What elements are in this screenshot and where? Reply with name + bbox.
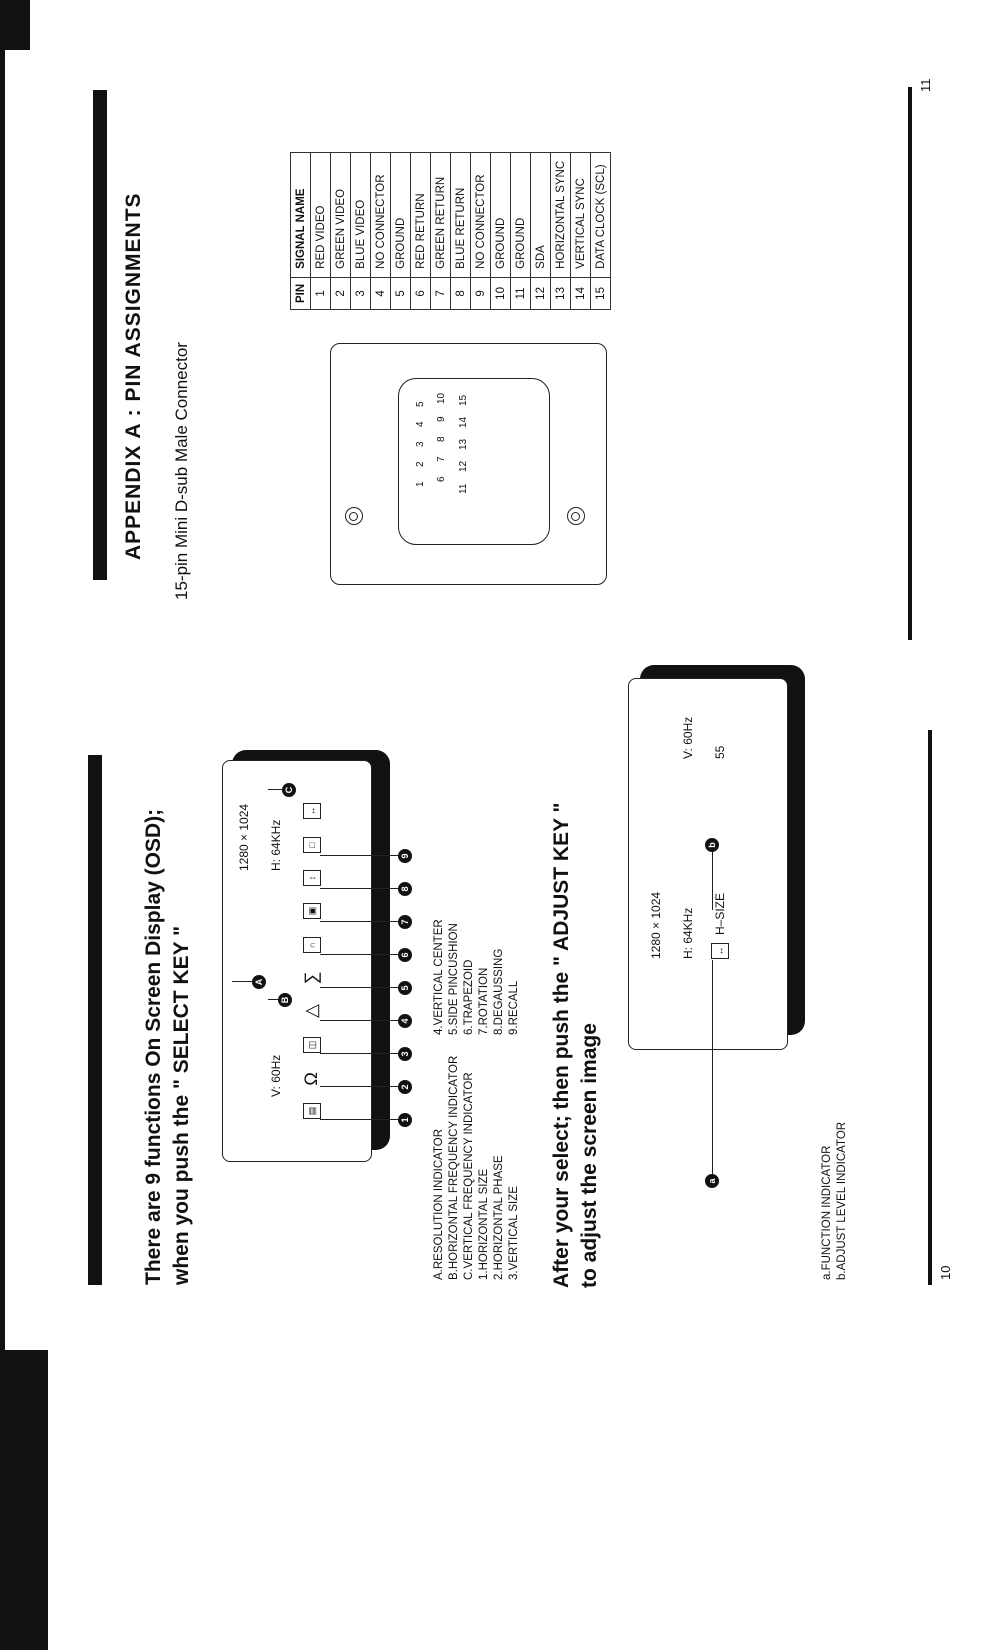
v-center-icon: ▣	[303, 903, 321, 919]
signal-name-cell: GROUND	[511, 152, 531, 277]
marker-8-pointer	[320, 888, 398, 889]
v-size-icon: ↕	[303, 870, 321, 886]
pincushion-icon: ∩	[303, 937, 321, 953]
marker-b-dot: B	[278, 993, 292, 1007]
legend-item: 8.DEGAUSSING	[493, 948, 505, 1035]
recall-menu-icon: ▤	[303, 1103, 321, 1119]
pin-label: 9	[436, 416, 447, 422]
table-row	[571, 152, 591, 309]
page-number-10: 10	[938, 1265, 953, 1280]
osd2-function: H–SIZE	[713, 892, 727, 935]
appendix-heading: APPENDIX A : PIN ASSIGNMENTS	[122, 192, 145, 560]
marker-1-pointer	[320, 1119, 398, 1120]
marker-c-dot: C	[282, 783, 296, 797]
pin-number-cell: 13	[551, 277, 571, 309]
pin-number-cell: 10	[491, 277, 511, 309]
table-header-row	[291, 152, 311, 309]
marker-9-pointer	[320, 855, 398, 856]
marker-3-dot: 3	[398, 1047, 412, 1061]
h-size-icon: ↔	[303, 803, 321, 819]
osd1-resolution: 1280 × 1024	[237, 803, 251, 871]
scan-edge-block	[0, 1350, 48, 1650]
table-row	[471, 152, 491, 309]
marker-b-small-dot: b	[705, 838, 719, 852]
legend-item: 6.TRAPEZOID	[463, 959, 475, 1035]
pin-number-cell: 8	[451, 277, 471, 309]
osd2-hfreq: H: 64KHz	[681, 907, 695, 959]
signal-name-cell: RED RETURN	[411, 152, 431, 277]
trapezoid-icon: ∑	[301, 971, 321, 985]
legend-col1	[432, 1056, 522, 1280]
table-row	[531, 152, 551, 309]
table-row	[331, 152, 351, 309]
osd-heading-line2: when you push the " SELECT KEY "	[170, 925, 193, 1285]
marker-4-pointer	[320, 1020, 398, 1021]
marker-1-dot: 1	[398, 1113, 412, 1127]
marker-a-pointer	[238, 981, 252, 982]
legend-item: 2.HORIZONTAL PHASE	[493, 1155, 505, 1280]
h-phase-icon: □	[303, 837, 321, 853]
legend-item: 4.VERTICAL CENTER	[433, 919, 445, 1035]
legend2	[820, 1122, 850, 1280]
signal-name-cell: BLUE RETURN	[451, 152, 471, 277]
screw-bottom-icon	[567, 507, 585, 525]
h-size-function-icon: ↔	[711, 943, 729, 959]
right-footer-rule	[908, 87, 912, 640]
appendix-heading-rule	[93, 90, 107, 580]
legend-item: 3.VERTICAL SIZE	[508, 1186, 520, 1280]
table-row	[491, 152, 511, 309]
marker-6-pointer	[320, 954, 398, 955]
rotation-icon: △	[301, 1004, 321, 1018]
table-row	[411, 152, 431, 309]
table-row	[391, 152, 411, 309]
osd1-vfreq: V: 60Hz	[269, 1054, 283, 1097]
table-body	[311, 152, 611, 309]
legend-item: C.VERTICAL FREQUENCY INDICATOR	[463, 1072, 475, 1280]
marker-7-pointer	[320, 921, 398, 922]
legend-item: B.HORIZONTAL FREQUENCY INDICATOR	[448, 1055, 460, 1280]
legend-item: 1.HORIZONTAL SIZE	[478, 1168, 490, 1280]
osd1-screen	[222, 760, 372, 1162]
footer-rule	[928, 730, 932, 1285]
pin-label: 14	[458, 416, 469, 428]
table-header-signal: SIGNAL NAME	[291, 152, 311, 277]
pin-label: 11	[458, 483, 469, 494]
pin-label: 4	[415, 421, 426, 427]
marker-4-dot: 4	[398, 1014, 412, 1028]
signal-name-cell: VERTICAL SYNC	[571, 152, 591, 277]
adjust-heading-line2: to adjust the screen image	[578, 1023, 601, 1288]
marker-5-pointer	[320, 987, 398, 988]
marker-9-dot: 9	[398, 849, 412, 863]
table-row	[511, 152, 531, 309]
signal-name-cell: GROUND	[491, 152, 511, 277]
marker-a-small-dot: a	[705, 1174, 719, 1188]
marker-b-small-line	[712, 852, 713, 910]
signal-name-cell: GREEN RETURN	[431, 152, 451, 277]
signal-name-cell: NO CONNECTOR	[371, 152, 391, 277]
page-number-11: 11	[918, 78, 933, 92]
pin-number-cell: 12	[531, 277, 551, 309]
pin-label: 6	[436, 476, 447, 482]
marker-6-dot: 6	[398, 948, 412, 962]
signal-name-cell: HORIZONTAL SYNC	[551, 152, 571, 277]
marker-2-pointer	[320, 1086, 398, 1087]
pin-number-cell: 9	[471, 277, 491, 309]
pin-number-cell: 3	[351, 277, 371, 309]
table-row	[591, 152, 611, 309]
pin-number-cell: 11	[511, 277, 531, 309]
signal-name-cell: GREEN VIDEO	[331, 152, 351, 277]
pin-number-cell: 15	[591, 277, 611, 309]
table-row	[431, 152, 451, 309]
signal-name-cell: SDA	[531, 152, 551, 277]
pin-label: 12	[458, 460, 469, 472]
marker-5-dot: 5	[398, 981, 412, 995]
signal-name-cell: BLUE VIDEO	[351, 152, 371, 277]
marker-a-dot: A	[252, 975, 266, 989]
degauss-icon: ◫	[303, 1037, 321, 1053]
table-row	[351, 152, 371, 309]
table-row	[371, 152, 391, 309]
pin-number-cell: 2	[331, 277, 351, 309]
table-header-pin: PIN	[291, 277, 311, 309]
osd-heading-line1: There are 9 functions On Screen Display (OSD);	[142, 808, 165, 1285]
osd2-vfreq: V: 60Hz	[681, 716, 695, 759]
pin-number-cell: 6	[411, 277, 431, 309]
pin-label: 7	[436, 456, 447, 462]
pin-label: 15	[458, 394, 469, 406]
pin-assignment-table	[290, 152, 611, 310]
osd2-resolution: 1280 × 1024	[649, 891, 663, 959]
legend-item: 9.RECALL	[508, 980, 520, 1035]
legend-item: 5.SIDE PINCUSHION	[448, 923, 460, 1035]
pin-number-cell: 7	[431, 277, 451, 309]
legend-col2	[432, 919, 522, 1035]
marker-3-pointer	[320, 1053, 398, 1054]
scan-edge-block-right	[0, 0, 30, 50]
pin-label: 3	[415, 441, 426, 447]
pin-label: 8	[436, 436, 447, 442]
pin-label: 1	[415, 481, 426, 487]
pin-label: 13	[458, 438, 469, 450]
legend2-item: b.ADJUST LEVEL INDICATOR	[836, 1121, 848, 1280]
marker-c-pointer	[268, 789, 282, 790]
adjust-heading-line1: After your select; then push the " ADJUST KEY "	[550, 802, 573, 1288]
legend2-item: a.FUNCTION INDICATOR	[821, 1145, 833, 1280]
pin-number-cell: 4	[371, 277, 391, 309]
signal-name-cell: RED VIDEO	[311, 152, 331, 277]
marker-2-dot: 2	[398, 1080, 412, 1094]
pin-number-cell: 5	[391, 277, 411, 309]
table-row	[451, 152, 471, 309]
marker-b-pointer	[268, 999, 278, 1000]
table-row	[311, 152, 331, 309]
heading-rule	[88, 755, 102, 1285]
signal-name-cell: NO CONNECTOR	[471, 152, 491, 277]
pin-label: 2	[415, 461, 426, 467]
pin-number-cell: 1	[311, 277, 331, 309]
pin-label: 10	[436, 392, 447, 404]
signal-name-cell: DATA CLOCK (SCL)	[591, 152, 611, 277]
osd2-screen	[628, 678, 788, 1050]
legend-item: A.RESOLUTION INDICATOR	[433, 1128, 445, 1280]
pin-label: 5	[415, 401, 426, 407]
signal-name-cell: GROUND	[391, 152, 411, 277]
connector-subheading: 15-pin Mini D-sub Male Connector	[172, 342, 191, 600]
osd2-level: 55	[713, 745, 727, 759]
screw-top-icon	[345, 507, 363, 525]
marker-7-dot: 7	[398, 915, 412, 929]
marker-8-dot: 8	[398, 882, 412, 896]
recall-icon: Ω	[301, 1072, 321, 1086]
legend-item: 7.ROTATION	[478, 967, 490, 1035]
marker-a-small-line	[712, 960, 713, 1174]
osd1-hfreq: H: 64KHz	[269, 819, 283, 871]
pin-number-cell: 14	[571, 277, 591, 309]
table-row	[551, 152, 571, 309]
